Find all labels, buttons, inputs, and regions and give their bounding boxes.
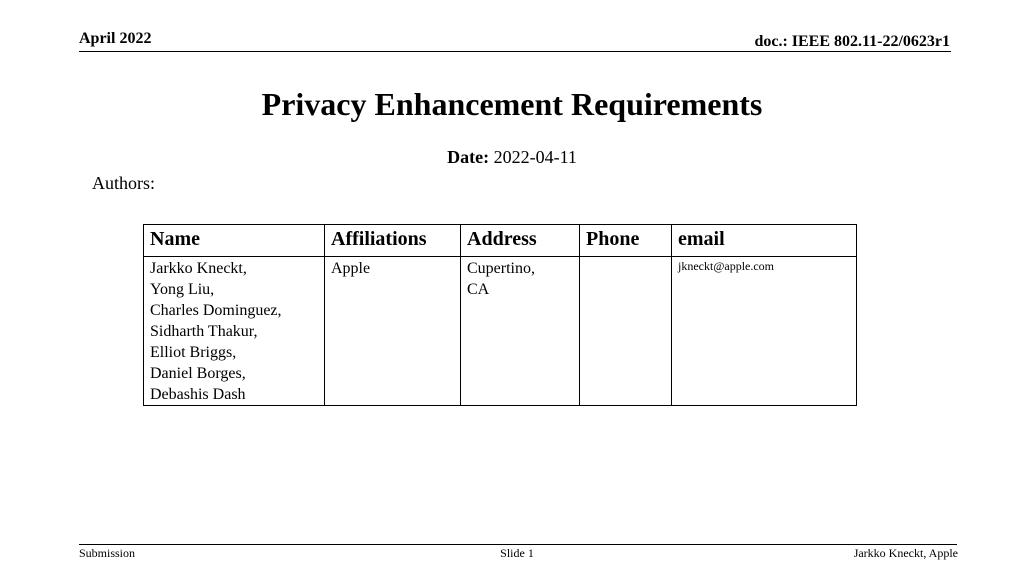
header-phone: Phone xyxy=(580,225,672,257)
footer-rule xyxy=(79,544,957,545)
author-name: Jarkko Kneckt, xyxy=(150,260,247,277)
footer-author: Jarkko Kneckt, Apple xyxy=(853,546,958,560)
author-name: Elliot Briggs, xyxy=(150,344,237,361)
cell-email: jkneckt@apple.com xyxy=(672,257,857,406)
author-name: Charles Dominguez, xyxy=(150,302,282,319)
cell-phone xyxy=(580,257,672,406)
author-name: Sidharth Thakur, xyxy=(150,323,258,340)
table-header-row xyxy=(144,225,857,257)
header-name: Name xyxy=(144,225,325,257)
author-name: Daniel Borges, xyxy=(150,365,246,382)
header-affiliations: Affiliations xyxy=(325,225,461,257)
header-email: email xyxy=(672,225,857,257)
address-line: Cupertino, xyxy=(467,260,535,277)
table-row xyxy=(144,257,857,406)
address-line: CA xyxy=(467,281,490,298)
date-value: 2022-04-11 xyxy=(493,147,577,167)
header-address: Address xyxy=(461,225,580,257)
authors-table xyxy=(143,224,857,406)
date-line xyxy=(0,147,1024,168)
header-rule xyxy=(79,51,951,52)
author-name: Yong Liu, xyxy=(150,281,215,298)
authors-label: Authors: xyxy=(92,173,155,193)
cell-address xyxy=(461,257,580,406)
cell-names xyxy=(144,257,325,406)
cell-affiliation: Apple xyxy=(325,257,461,406)
footer-slide-number: Slide 1 xyxy=(500,546,534,560)
date-label: Date: xyxy=(447,147,490,167)
header-doc-id: doc.: IEEE 802.11-22/0623r1 xyxy=(754,33,950,50)
author-name: Debashis Dash xyxy=(150,386,246,403)
footer-submission: Submission xyxy=(79,546,136,560)
slide-title: Privacy Enhancement Requirements xyxy=(261,86,763,122)
header-date: April 2022 xyxy=(79,30,152,47)
